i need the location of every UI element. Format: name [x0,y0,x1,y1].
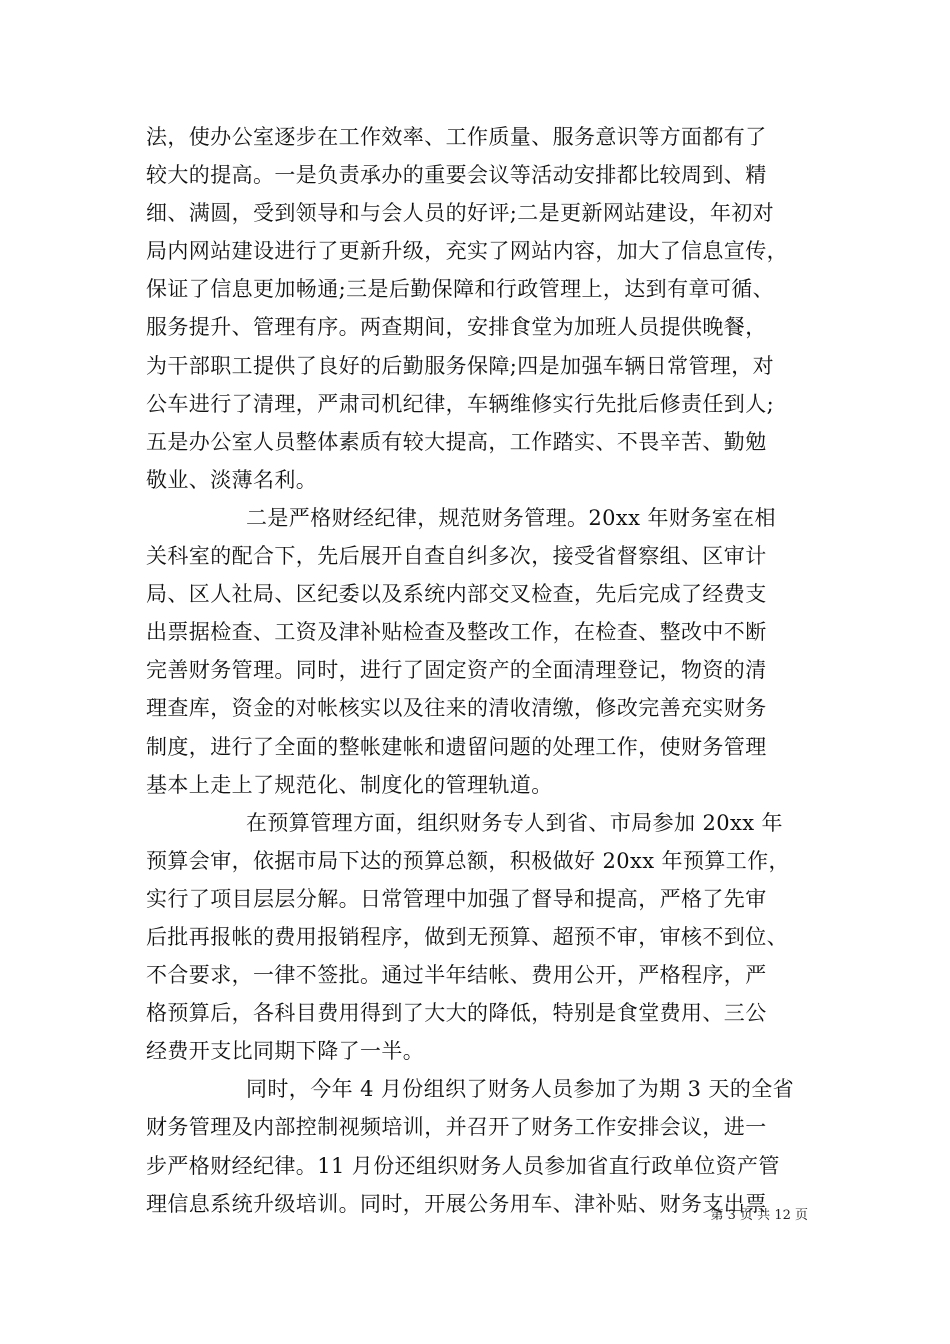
text-line: 关科室的配合下，先后展开自查自纠多次，接受省督察组、区审计 [146,544,767,569]
text-line: 预算会审，依据市局下达的预算总额，积极做好 20xx 年预算工作， [146,848,790,873]
text-line: 格预算后，各科目费用得到了大大的降低，特别是食堂费用、三公 [146,1001,767,1026]
text-line: 出票据检查、工资及津补贴检查及整改工作，在检查、整改中不断 [146,620,767,645]
text-line: 理信息系统升级培训。同时，开展公务用车、津补贴、财务支出票 [146,1191,767,1216]
text-line: 较大的提高。一是负责承办的重要会议等活动安排都比较周到、精 [146,163,767,188]
text-line: 局内网站建设进行了更新升级，充实了网站内容，加大了信息宣传， [146,239,788,264]
text-line: 细、满圆，受到领导和与会人员的好评;二是更新网站建设，年初对 [146,201,775,226]
text-line: 基本上走上了规范化、制度化的管理轨道。 [146,772,553,797]
text-line: 步严格财经纪律。11 月份还组织财务人员参加省直行政单位资产管 [146,1153,780,1178]
text-line: 局、区人社局、区纪委以及系统内部交叉检查，先后完成了经费支 [146,582,767,607]
text-line: 公车进行了清理，严肃司机纪律，车辆维修实行先批后修责任到人; [146,391,775,416]
text-line: 制度，进行了全面的整帐建帐和遗留问题的处理工作，使财务管理 [146,734,767,759]
text-line: 财务管理及内部控制视频培训，并召开了财务工作安排会议，进一 [146,1115,767,1140]
body-text [146,118,826,1223]
page-number: 第 3 页 共 12 页 [710,1208,808,1223]
text-line: 不合要求，一律不签批。通过半年结帐、费用公开，严格程序，严 [146,963,767,988]
paragraph-start-line: 在预算管理方面，组织财务专人到省、市局参加 20xx 年 [246,810,783,835]
text-line: 保证了信息更加畅通;三是后勤保障和行政管理上，达到有章可循、 [146,277,775,302]
text-line: 理查库，资金的对帐核实以及往来的清收清缴，修改完善充实财务 [146,696,767,721]
text-line: 后批再报帐的费用报销程序，做到无预算、超预不审，审核不到位、 [146,924,788,949]
text-line: 敬业、淡薄名利。 [146,467,318,492]
paragraph-start-line: 同时，今年 4 月份组织了财务人员参加了为期 3 天的全省 [246,1077,795,1102]
paragraph-start-line: 二是严格财经纪律，规范财务管理。20xx 年财务室在相 [246,505,776,530]
text-line: 五是办公室人员整体素质有较大提高，工作踏实、不畏辛苦、勤勉 [146,429,767,454]
text-line: 为干部职工提供了良好的后勤服务保障;四是加强车辆日常管理，对 [146,353,775,378]
text-line: 法，使办公室逐步在工作效率、工作质量、服务意识等方面都有了 [146,125,767,149]
text-line: 经费开支比同期下降了一半。 [146,1039,425,1064]
text-line: 实行了项目层层分解。日常管理中加强了督导和提高，严格了先审 [146,886,767,911]
text-line: 服务提升、管理有序。两查期间，安排食堂为加班人员提供晚餐， [146,315,767,340]
text-line: 完善财务管理。同时，进行了固定资产的全面清理登记，物资的清 [146,658,767,683]
